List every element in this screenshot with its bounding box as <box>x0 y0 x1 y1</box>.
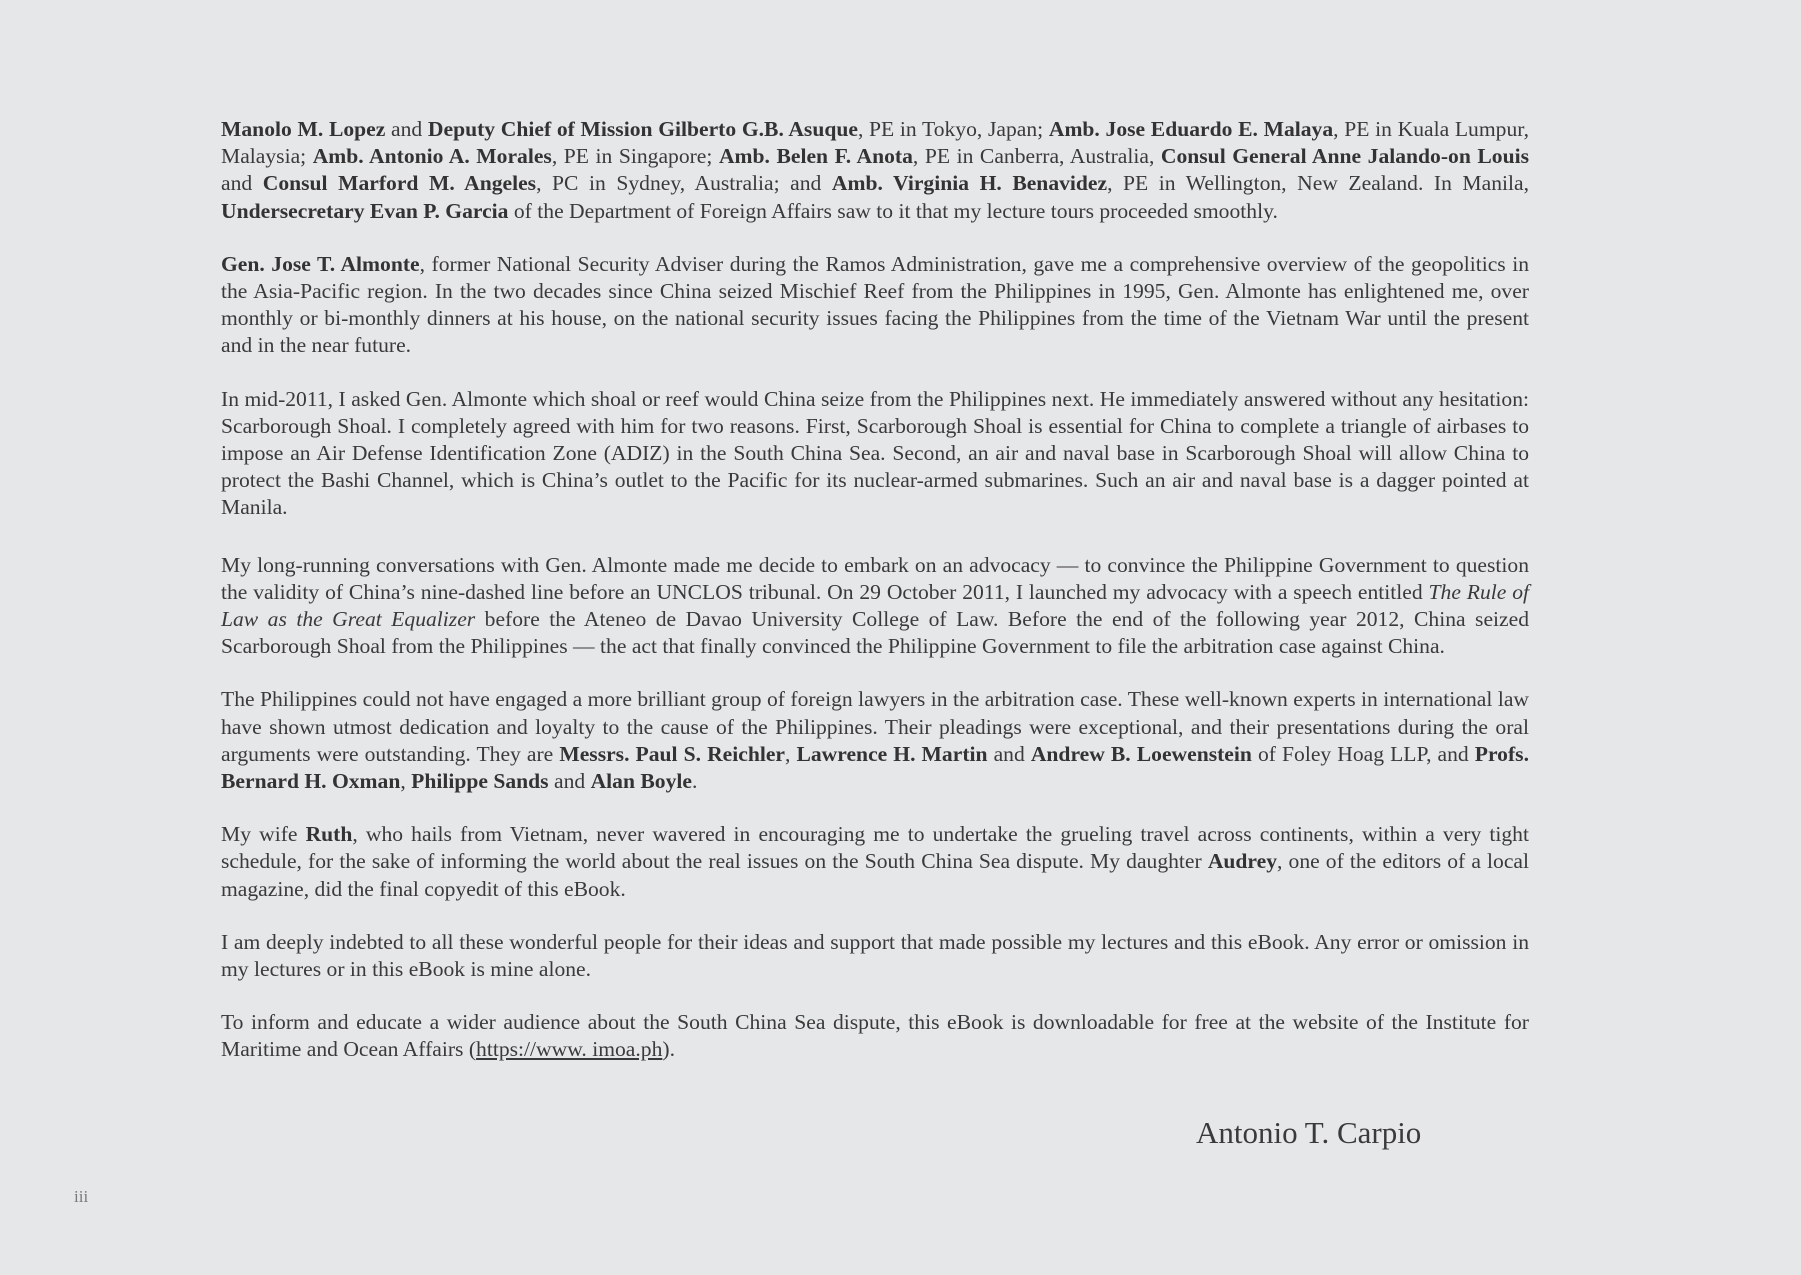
text-run: , <box>400 769 412 794</box>
page-body <box>221 116 1529 1090</box>
text-run: In mid-2011, I asked Gen. Almonte which shoal or reef would China seize from the Philippines next. He immediately answered without any hesitation: Scarborough Shoal. I completely agreed with him for two reasons. First, Scarborough Shoal is essential for China to complete a triangle of airbases to impose an Air Defense Identification Zone (ADIZ) in the South China Sea. Second, an air and naval base in Scarborough Shoal will allow China to protect the Bashi Channel, which is China’s outlet to the Pacific for its nuclear-armed submarines. Such an air and naval base is a dagger pointed at Manila. <box>221 386 1529 520</box>
page-number: iii <box>74 1187 89 1206</box>
text-run: My long-running conversations with Gen. Almonte made me decide to embark on an advocacy — to convince the Philippine Government to question the validity of China’s nine-dashed line before an UNCLOS tribunal. On 29 October 2011, I launched my advocacy with a speech entitled <box>221 552 1529 604</box>
italic-title: The Rule of Law as the Great Equalizer <box>221 579 1529 632</box>
text-run: and <box>221 171 263 196</box>
website-link[interactable]: https://www. imoa.ph <box>476 1037 663 1062</box>
bold-name: Deputy Chief of Mission Gilberto G.B. Asuque <box>427 117 858 141</box>
bold-name: Amb. Virginia H. Benavidez <box>831 171 1108 196</box>
text-run: , <box>785 741 797 766</box>
text-run: , PE in Kuala Lumpur, Malaysia; <box>221 117 1529 169</box>
bold-name: Consul Marford M. Angeles <box>262 171 537 196</box>
paragraph-scarborough <box>221 386 1529 522</box>
text-run: , PE in Canberra, Australia, <box>912 144 1161 169</box>
text-run: of Foley Hoag LLP, and <box>1251 741 1475 766</box>
text-run: and <box>385 117 428 141</box>
text-run: , PC in Sydney, Australia; and <box>536 171 832 196</box>
bold-name: Profs. Bernard H. Oxman <box>221 741 1529 794</box>
text-run: The Philippines could not have engaged a more brilliant group of foreign lawyers in the arbitration case. These well-known experts in international law have shown utmost dedication and loyalty to the cause of the Philippines. Their pleadings were exceptional, and their presentations during the oral arguments were outstanding. They are <box>221 687 1529 766</box>
text-run: ). <box>662 1037 675 1062</box>
bold-name: Amb. Jose Eduardo E. Malaya <box>1048 117 1334 141</box>
bold-name: Consul General Anne Jalando-on Louis <box>1160 144 1529 169</box>
bold-name: Gen. Jose T. Almonte <box>221 251 420 276</box>
bold-name: Undersecretary Evan P. Garcia <box>221 198 509 223</box>
bold-name: Amb. Antonio A. Morales <box>312 144 552 169</box>
text-run: , former National Security Adviser during the Ramos Administration, gave me a comprehensive overview of the geopolitics in the Asia-Pacific region. In the two decades since China seized Mischief Reef from the Philippines in 1995, Gen. Almonte has enlightened me, over monthly or bi-monthly dinners at his house, on the national security issues facing the Philippines from the time of the Vietnam War until the present and in the near future. <box>221 251 1529 358</box>
bold-name: Alan Boyle <box>590 769 692 794</box>
text-run: , who hails from Vietnam, never wavered in encouraging me to undertake the grueling travel across continents, within a very tight schedule, for the sake of informing the world about the real issues on the South China Sea dispute. My daughter <box>221 822 1529 874</box>
text-run: , one of the editors of a local magazine, did the final copyedit of this eBook. <box>221 849 1529 901</box>
paragraph-almonte <box>221 251 1529 360</box>
text-run: , PE in Wellington, New Zealand. In Manila, <box>1107 171 1529 196</box>
paragraph-foreign-lawyers <box>221 686 1529 795</box>
text-run: and <box>987 741 1031 766</box>
text-run: My wife <box>221 822 306 847</box>
text-run: and <box>548 769 591 794</box>
text-run: I am deeply indebted to all these wonderful people for their ideas and support that made possible my lectures and this eBook. Any error or omission in my lectures or in this eBook is mine alone. <box>221 929 1529 982</box>
signature: Antonio T. Carpio <box>1196 1115 1422 1150</box>
paragraph-family <box>221 821 1529 903</box>
bold-name: Philippe Sands <box>411 769 549 794</box>
paragraph-acknowledgements-officials <box>221 116 1529 225</box>
text-run: , PE in Tokyo, Japan; <box>857 117 1049 141</box>
paragraph-indebted <box>221 929 1529 983</box>
bold-name: Andrew B. Loewenstein <box>1030 741 1252 766</box>
text-run: . <box>691 769 698 794</box>
bold-name: Amb. Belen F. Anota <box>718 144 913 169</box>
text-run: of the Department of Foreign Affairs saw to it that my lecture tours proceeded smoothly. <box>508 198 1278 223</box>
paragraph-download <box>221 1009 1529 1063</box>
bold-name: Ruth <box>305 822 353 847</box>
bold-name: Lawrence H. Martin <box>796 741 988 766</box>
bold-name: Manolo M. Lopez <box>221 117 386 141</box>
paragraph-advocacy <box>221 552 1529 661</box>
bold-name: Audrey <box>1207 849 1278 874</box>
bold-name: Messrs. Paul S. Reichler <box>559 741 786 766</box>
text-run: , PE in Singapore; <box>551 144 719 169</box>
text-run: before the Ateneo de Davao University College of Law. Before the end of the following year 2012, China seized Scarborough Shoal from the Philippines — the act that finally convinced the Philippine Government to file the arbitration case against China. <box>221 607 1529 659</box>
text-run: To inform and educate a wider audience about the South China Sea dispute, this eBook is downloadable for free at the website of the Institute for Maritime and Ocean Affairs ( <box>221 1010 1529 1062</box>
